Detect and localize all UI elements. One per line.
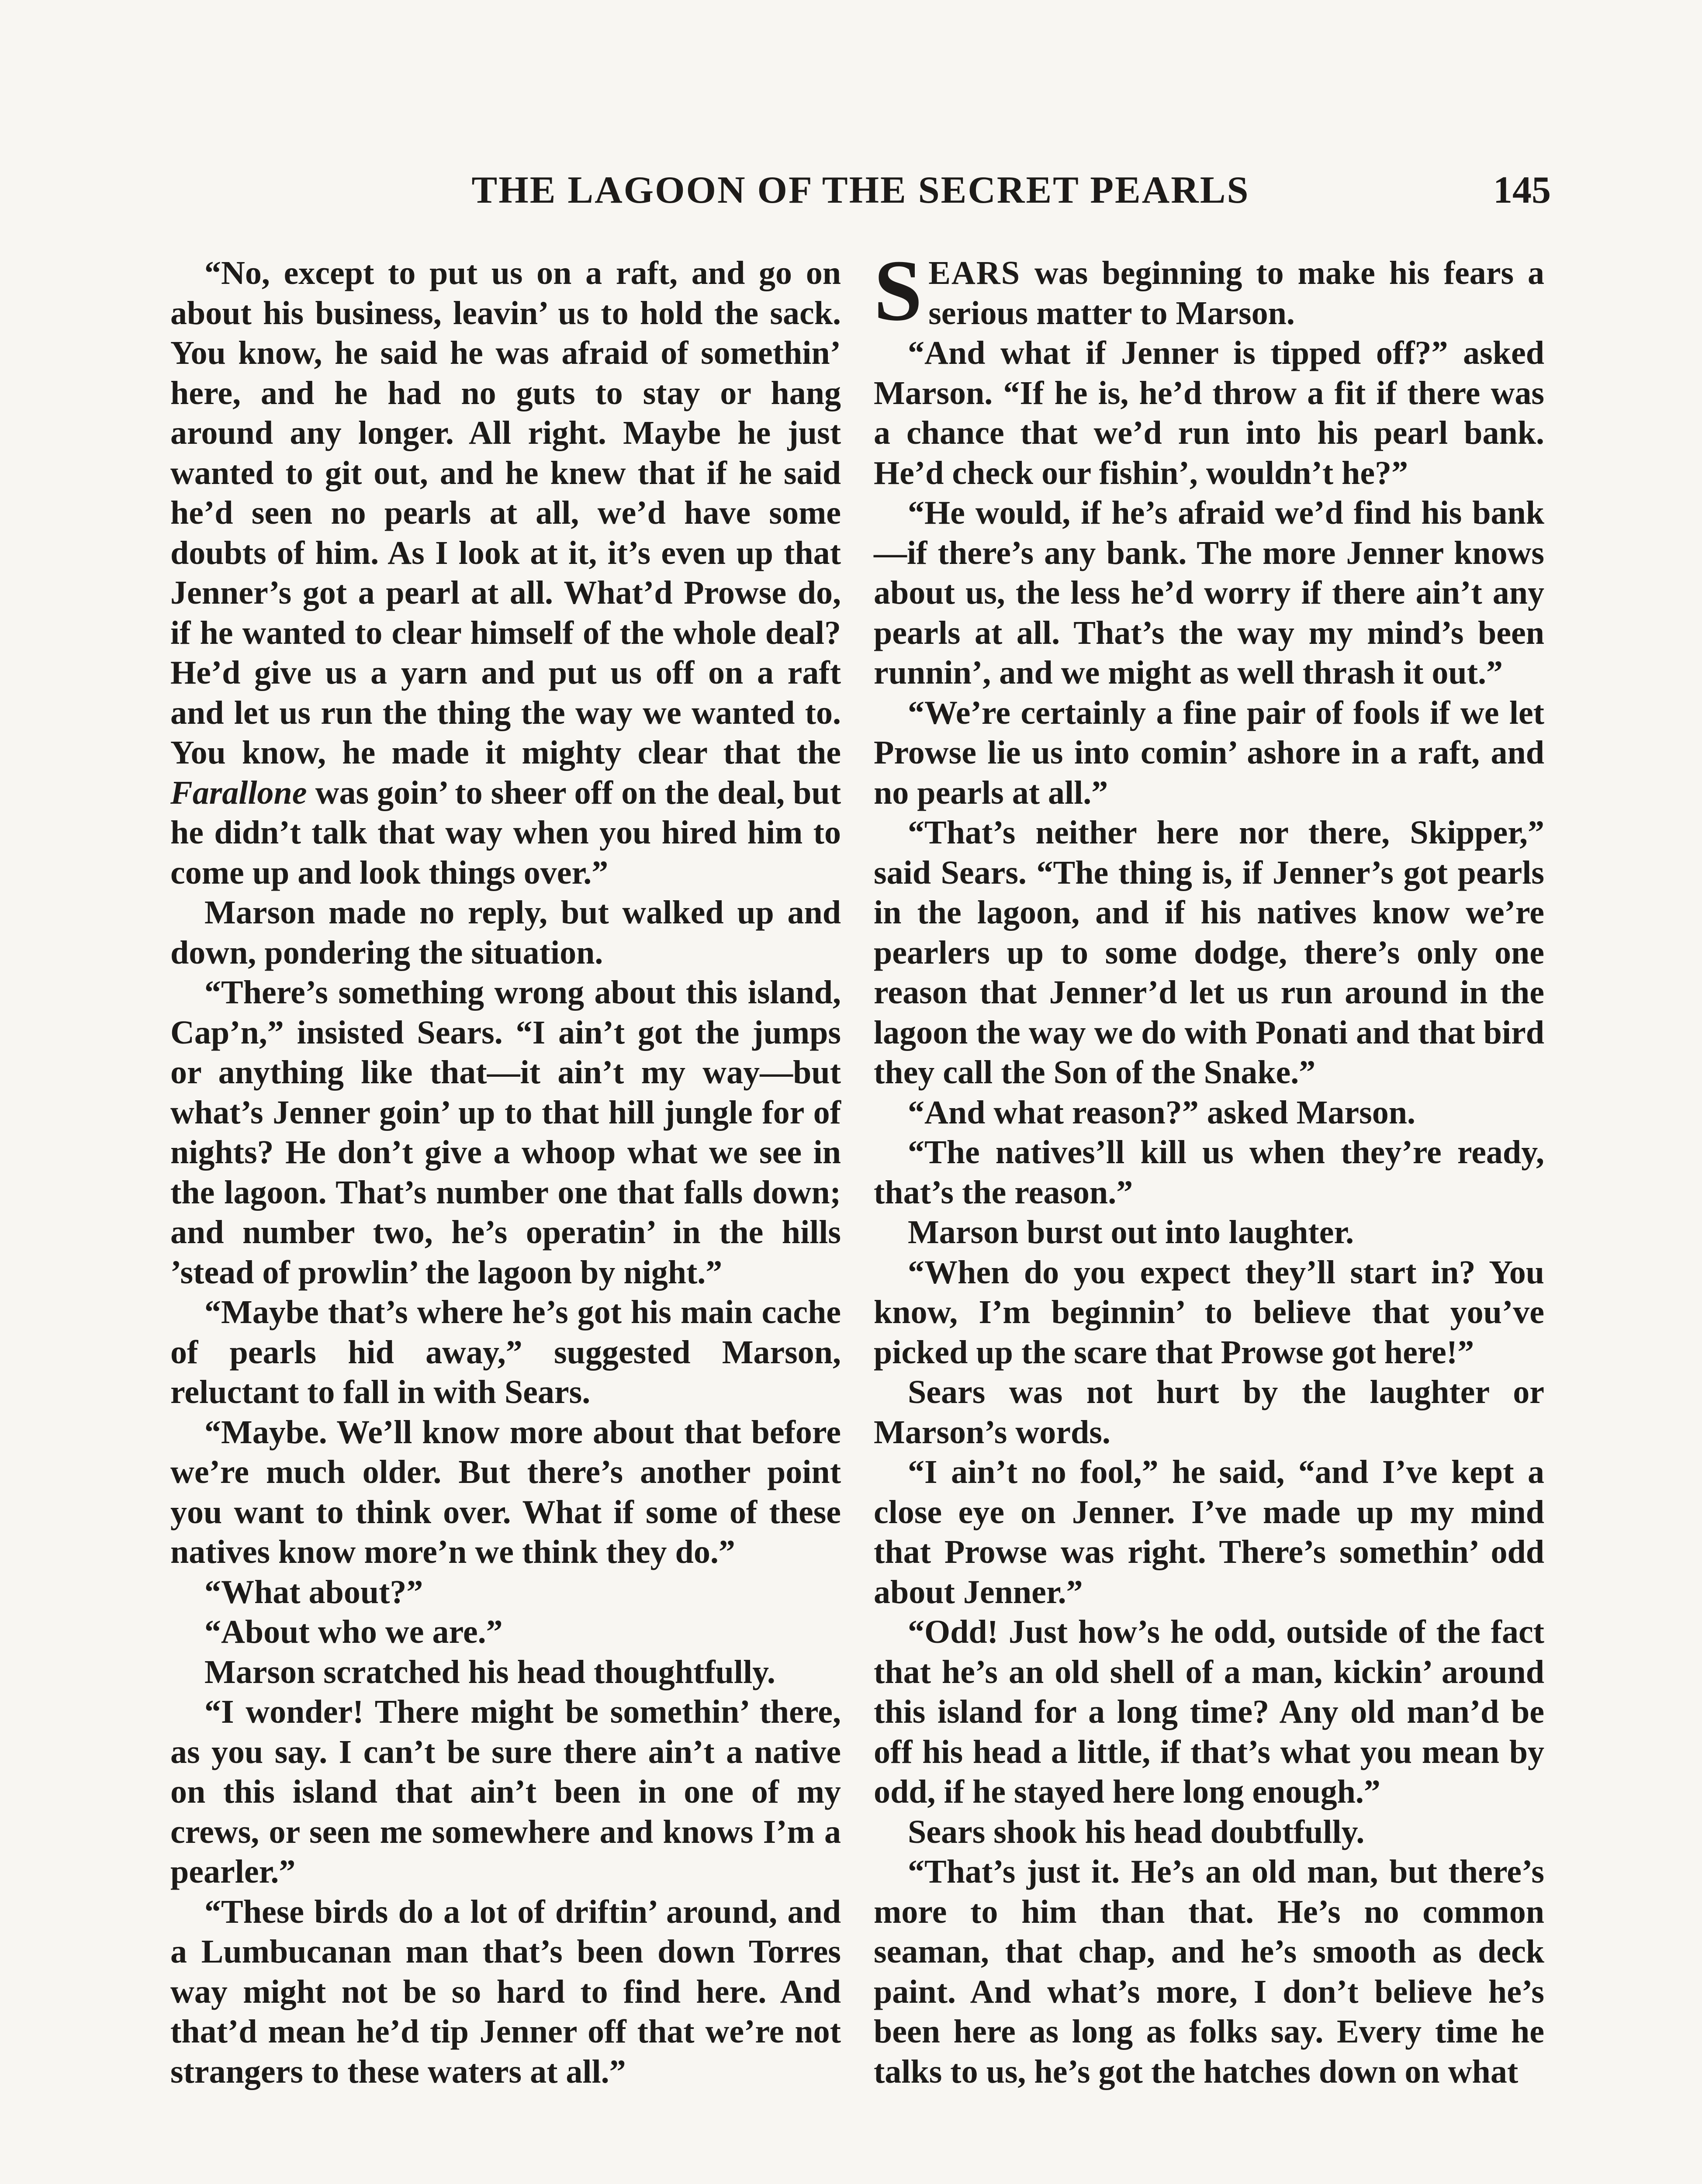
paragraph: “When do you expect they’ll start in? You know, I’m beginnin’ to believe that you’ve picked up the scare that Prowse got here!”	[874, 1254, 1544, 1371]
paragraph: Marson scratched his head thoughtfully.	[204, 1653, 775, 1690]
paragraph: “About who we are.”	[204, 1614, 503, 1650]
paragraph: “I ain’t no fool,” he said, “and I’ve kept a close eye on Jenner. I’ve made up my mind that Prowse was right. There’s somethin’ odd about Jenner.”	[874, 1454, 1544, 1610]
paragraph: “What about?”	[204, 1573, 423, 1610]
paragraph: “That’s just it. He’s an old man, but there’s more to him than that. He’s no common seaman, that chap, and he’s smooth as deck paint. And what’s more, I don’t believe he’s been here as long as folks say. Every time he talks to us, he’s got the hatches down on what	[874, 1853, 1544, 2090]
story-title: THE LAGOON OF THE SECRET PEARLS	[471, 169, 1250, 211]
paragraph: “He would, if he’s afraid we’d find his bank—if there’s any bank. The more Jenner knows about us, the less he’d worry if there ain’t any pearls at all. That’s the way my mind’s been runnin’, and we might as well thrash it out.”	[874, 494, 1544, 691]
paragraph: “These birds do a lot of driftin’ around, and a Lumbucanan man that’s been down Torres way might not be so hard to find here. And that’d mean he’d tip Jenner off that we’re not strangers to these waters at all.”	[170, 1893, 841, 2090]
paragraph: “I wonder! There might be somethin’ there, as you say. I can’t be sure there ain’t a native on this island that ain’t been in one of my crews, or seen me somewhere and knows I’m a pearler.”	[170, 1693, 841, 1890]
paragraph: Sears was not hurt by the laughter or Marson’s words.	[874, 1374, 1544, 1451]
page-number: 145	[1493, 169, 1551, 211]
right-column	[874, 242, 1544, 2092]
paragraph: “We’re certainly a fine pair of fools if we let Prowse lie us into comin’ ashore in a raft, and no pearls at all.”	[874, 694, 1544, 811]
left-column	[170, 253, 841, 2092]
paragraph: “Odd! Just how’s he odd, outside of the fact that he’s an old shell of a man, kickin’ around this island for a long time? Any old man’d be off his head a little, if that’s what you mean by odd, if he stayed here long enough.”	[874, 1614, 1544, 1810]
running-header	[0, 168, 1702, 216]
paragraph: “There’s something wrong about this island, Cap’n,” insisted Sears. “I ain’t got the jumps or anything like that—it ain’t my way—but what’s Jenner goin’ up to that hill jungle for of nights? He don’t give a whoop what we see in the lagoon. That’s number one that falls down; and number two, he’s operatin’ in the hills ’stead of prowlin’ the lagoon by night.”	[170, 974, 841, 1291]
paragraph: “Maybe that’s where he’s got his main cache of pearls hid away,” suggested Marson, reluctant to fall in with Sears.	[170, 1294, 841, 1410]
paragraph: Sears shook his head doubtfully.	[908, 1813, 1365, 1850]
paragraph: Marson burst out into laughter.	[908, 1214, 1354, 1251]
paragraph: “Maybe. We’ll know more about that before we’re much older. But there’s another point you want to think over. What if some of these natives know more’n we think they do.”	[170, 1413, 841, 1570]
paragraph: “And what reason?” asked Marson.	[908, 1094, 1415, 1131]
paragraph: “No, except to put us on a raft, and go on about his business, leavin’ us to hold the sack. You know, he said he was afraid of somethin’ here, and he had no guts to stay or hang around any longer. All right. Maybe he just wanted to git out, and he knew that if he said he’d seen no pearls at all, we’d have some doubts of him. As I look at it, it’s even up that Jenner’s got a pearl at all. What’d Prowse do, if he wanted to clear himself of the whole deal? He’d give us a yarn and put us off on a raft and let us run the thing the way we wanted to. You know, he made it mighty clear that the Farallone was goin’ to sheer off on the deal, but he didn’t talk that way when you hired him to come up and look things over.”	[170, 255, 841, 891]
ship-name: Farallone	[170, 774, 307, 811]
opening-paragraph: SEARS was beginning to make his fears a serious matter to Marson.	[874, 242, 1544, 339]
paragraph: “The natives’ll kill us when they’re ready, that’s the reason.”	[874, 1134, 1544, 1211]
drop-cap: S	[874, 242, 923, 339]
paragraph: “And what if Jenner is tipped off?” asked Marson. “If he is, he’d throw a fit if there was a chance that we’d run into his pearl bank. He’d check our fishin’, wouldn’t he?”	[874, 335, 1544, 491]
small-caps-lead: EARS	[928, 255, 1021, 291]
paragraph: Marson made no reply, but walked up and down, pondering the situation.	[170, 894, 841, 971]
paragraph: “That’s neither here nor there, Skipper,” said Sears. “The thing is, if Jenner’s got pearls in the lagoon, and if his natives know we’re pearlers up to some dodge, there’s only one reason that Jenner’d let us run around in the lagoon the way we do with Ponati and that bird they call the Son of the Snake.”	[874, 814, 1544, 1091]
